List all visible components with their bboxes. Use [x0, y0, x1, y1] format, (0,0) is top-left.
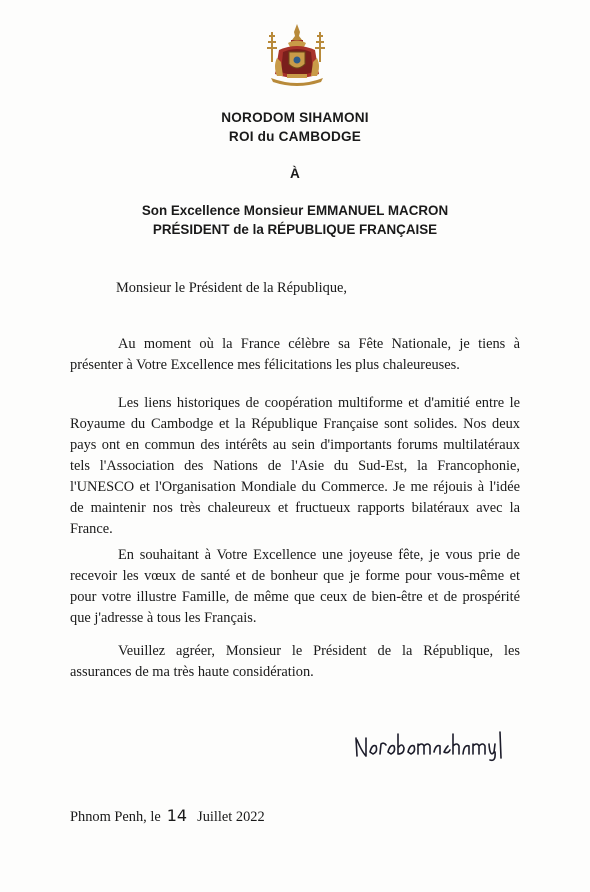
paragraph-3-text: En souhaitant à Votre Excellence une joyeuse fête, je vous prie de recevoir les vœux de santé et de bonheur que je forme pour vous-même et pour votre illustre Famille, de même que ceux de bien-être et de prospérité que j'adresse à tous les Français.: [70, 547, 520, 626]
date-day-handwritten: 14: [166, 806, 188, 825]
to-marker: À: [289, 166, 301, 181]
paragraph-1-text: Au moment où la France célèbre sa Fête Nationale, je tiens à présenter à Votre Excellence mes félicitations les plus chaleureuses.: [70, 336, 520, 373]
paragraph-4: [70, 641, 520, 683]
date-place: Phnom Penh, le: [70, 809, 161, 825]
royal-coat-of-arms-icon: [261, 22, 333, 88]
handwritten-signature: [354, 730, 504, 762]
date-line: [70, 806, 265, 826]
paragraph-3: [70, 545, 520, 629]
paragraph-2-text: Les liens historiques de coopération multiforme et d'amitié entre le Royaume du Cambodge et la République Française sont solides. Nos deux pays ont en commun des intérêts au sein d'importants forums multilatéraux tels l'Association des Nations de l'Asie du Sud-Est, la Francophonie, l'UNESCO et l'Organisation Mondiale du Commerce. Je me réjouis à l'idée de maintenir nos très chaleureux et fructueux rapports bilatéraux avec la France.: [70, 395, 520, 537]
paragraph-2: [70, 393, 520, 540]
paragraph-1: [70, 334, 520, 376]
paragraph-4-text: Veuillez agréer, Monsieur le Président de la République, les assurances de ma très haute considération.: [70, 643, 520, 680]
recipient-line-2: PRÉSIDENT de la RÉPUBLIQUE FRANÇAISE: [152, 222, 438, 237]
date-month-year: Juillet 2022: [197, 809, 265, 825]
recipient-line-1: Son Excellence Monsieur EMMANUEL MACRON: [141, 203, 449, 218]
sender-title: ROI du CAMBODGE: [228, 129, 362, 144]
salutation: Monsieur le Président de la République,: [116, 280, 348, 296]
sender-name: NORODOM SIHAMONI: [221, 110, 369, 125]
